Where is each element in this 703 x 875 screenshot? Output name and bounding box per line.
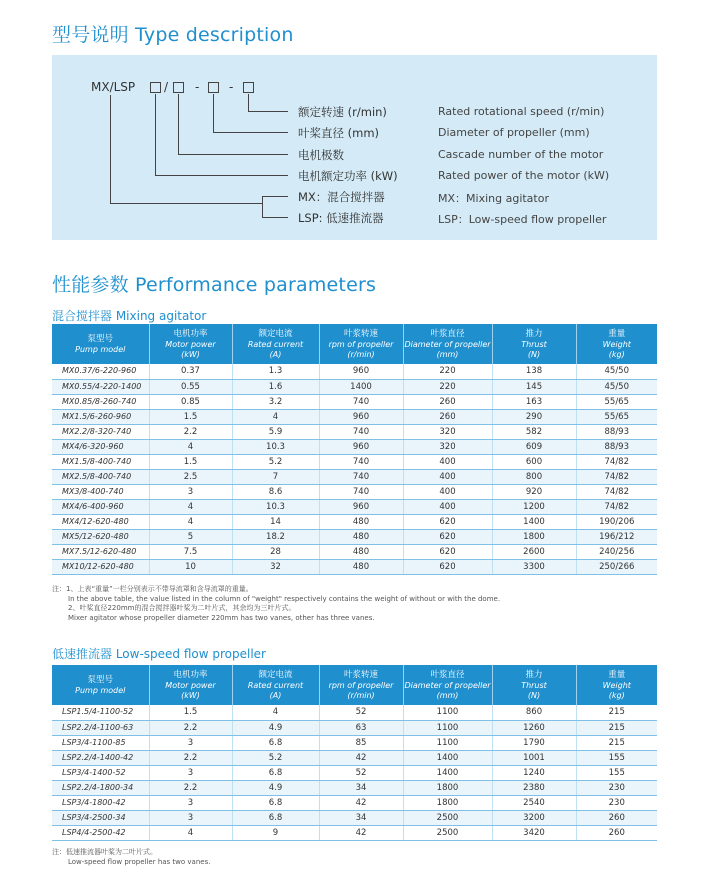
table-row (52, 720, 657, 735)
cell-thrust: 2600 (492, 544, 576, 559)
cell-current: 4 (232, 705, 319, 720)
cell-current: 28 (232, 544, 319, 559)
cell-weight: 260 (576, 825, 657, 840)
header-rated-current: 额定电流 Rated current (A) (232, 324, 319, 364)
cell-current: 8.6 (232, 484, 319, 499)
connector-bracket-v (262, 196, 263, 218)
cell-diameter: 1800 (403, 795, 492, 810)
table-row (52, 454, 657, 469)
header-diameter: 叶浆直径 Diameter of propeller (mm) (403, 324, 492, 364)
cell-model: LSP2.2/4-1800-34 (52, 780, 149, 795)
cell-current: 5.9 (232, 424, 319, 439)
cell-thrust: 600 (492, 454, 576, 469)
header-motor-power: 电机功率 Motor power (kW) (149, 665, 232, 705)
mixing-note-1-en: In the above table, the value listed in the column of "weight" respectively contains the weight of without or with the dome. (68, 594, 501, 603)
type-item-poles-zh: 电机极数 (298, 148, 344, 162)
cell-weight: 88/93 (576, 424, 657, 439)
cell-weight: 250/266 (576, 559, 657, 574)
connector-speed-h (248, 111, 288, 112)
table-row (52, 499, 657, 514)
cell-current: 6.8 (232, 795, 319, 810)
cell-model: LSP1.5/4-1100-52 (52, 705, 149, 720)
cell-current: 6.8 (232, 735, 319, 750)
cell-thrust: 582 (492, 424, 576, 439)
cell-model: MX4/6-320-960 (52, 439, 149, 454)
table-row (52, 364, 657, 379)
cell-rpm: 960 (319, 499, 403, 514)
cell-thrust: 2380 (492, 780, 576, 795)
low-note-en: Low-speed flow propeller has two vanes. (68, 857, 211, 866)
header-weight: 重量 Weight (kg) (576, 665, 657, 705)
cell-weight: 240/256 (576, 544, 657, 559)
model-code-prefix: MX/LSP (91, 80, 136, 94)
type-item-speed-zh: 额定转速 (r/min) (298, 105, 387, 119)
cell-power: 5 (149, 529, 232, 544)
cell-power: 3 (149, 810, 232, 825)
cell-weight: 74/82 (576, 469, 657, 484)
cell-power: 1.5 (149, 705, 232, 720)
cell-rpm: 42 (319, 825, 403, 840)
cell-model: LSP2.2/4-1400-42 (52, 750, 149, 765)
low-speed-propeller-title: 低速推流器 Low-speed flow propeller (52, 647, 266, 661)
mixing-note-2-en: Mixer agitator whose propeller diameter 220mm has two vanes, other has three vanes. (68, 613, 375, 622)
performance-title: 性能参数 Performance parameters (52, 274, 377, 296)
cell-power: 7.5 (149, 544, 232, 559)
cell-weight: 45/50 (576, 364, 657, 379)
cell-rpm: 480 (319, 544, 403, 559)
cell-rpm: 960 (319, 439, 403, 454)
table-row (52, 394, 657, 409)
header-rpm: 叶浆转速 rpm of propeller (r/min) (319, 665, 403, 705)
cell-thrust: 609 (492, 439, 576, 454)
cell-power: 4 (149, 514, 232, 529)
cell-diameter: 620 (403, 559, 492, 574)
cell-model: LSP4/4-2500-42 (52, 825, 149, 840)
table-row (52, 825, 657, 840)
mixing-agitator-title: 混合搅拌器 Mixing agitator (52, 309, 207, 323)
cell-rpm: 740 (319, 424, 403, 439)
cell-rpm: 42 (319, 795, 403, 810)
cell-power: 10 (149, 559, 232, 574)
connector-power-h (155, 175, 288, 176)
cell-rpm: 480 (319, 559, 403, 574)
cell-diameter: 320 (403, 439, 492, 454)
connector-diameter-v (213, 94, 214, 132)
cell-model: MX10/12-620-480 (52, 559, 149, 574)
cell-current: 10.3 (232, 499, 319, 514)
cell-current: 7 (232, 469, 319, 484)
cell-diameter: 620 (403, 529, 492, 544)
cell-power: 0.85 (149, 394, 232, 409)
cell-weight: 215 (576, 705, 657, 720)
cell-rpm: 85 (319, 735, 403, 750)
code-separator-dash-2: - (229, 80, 234, 94)
type-item-diameter-en: Diameter of propeller (mm) (438, 126, 590, 139)
code-separator-dash-1: - (195, 80, 200, 94)
table-row (52, 514, 657, 529)
cell-model: LSP2.2/4-1100-63 (52, 720, 149, 735)
cell-power: 1.5 (149, 409, 232, 424)
cell-weight: 74/82 (576, 484, 657, 499)
low-note-zh: 注：低速推流器叶桨为二叶片式。 (52, 848, 157, 856)
cell-current: 5.2 (232, 454, 319, 469)
cell-thrust: 3200 (492, 810, 576, 825)
cell-current: 1.3 (232, 364, 319, 379)
cell-thrust: 163 (492, 394, 576, 409)
cell-diameter: 260 (403, 409, 492, 424)
header-rated-current: 额定电流 Rated current (A) (232, 665, 319, 705)
table-row (52, 765, 657, 780)
cell-diameter: 1800 (403, 780, 492, 795)
cell-rpm: 740 (319, 469, 403, 484)
table-row (52, 469, 657, 484)
cell-thrust: 860 (492, 705, 576, 720)
cell-model: MX5/12-620-480 (52, 529, 149, 544)
cell-rpm: 740 (319, 454, 403, 469)
cell-diameter: 220 (403, 364, 492, 379)
cell-thrust: 1260 (492, 720, 576, 735)
cell-weight: 196/212 (576, 529, 657, 544)
cell-power: 4 (149, 825, 232, 840)
cell-rpm: 480 (319, 514, 403, 529)
cell-rpm: 34 (319, 780, 403, 795)
type-item-power-en: Rated power of the motor (kW) (438, 169, 610, 182)
cell-weight: 215 (576, 720, 657, 735)
connector-prefix-v (110, 95, 111, 203)
cell-model: MX7.5/12-620-480 (52, 544, 149, 559)
cell-rpm: 480 (319, 529, 403, 544)
cell-current: 1.6 (232, 379, 319, 394)
cell-diameter: 1100 (403, 705, 492, 720)
type-item-speed-en: Rated rotational speed (r/min) (438, 105, 605, 118)
cell-model: MX0.37/6-220-960 (52, 364, 149, 379)
cell-thrust: 1001 (492, 750, 576, 765)
cell-current: 5.2 (232, 750, 319, 765)
cell-current: 3.2 (232, 394, 319, 409)
cell-thrust: 138 (492, 364, 576, 379)
cell-thrust: 3300 (492, 559, 576, 574)
table-row (52, 544, 657, 559)
cell-model: LSP3/4-2500-34 (52, 810, 149, 825)
cell-rpm: 52 (319, 765, 403, 780)
cell-power: 3 (149, 484, 232, 499)
connector-speed-v (248, 94, 249, 111)
cell-diameter: 320 (403, 424, 492, 439)
code-box-diameter (208, 82, 219, 93)
cell-weight: 155 (576, 765, 657, 780)
cell-current: 32 (232, 559, 319, 574)
cell-model: MX0.85/8-260-740 (52, 394, 149, 409)
cell-power: 2.2 (149, 720, 232, 735)
code-box-power (150, 82, 161, 93)
cell-weight: 215 (576, 735, 657, 750)
cell-diameter: 400 (403, 454, 492, 469)
connector-bracket-top (262, 196, 288, 197)
header-rpm: 叶浆转速 rpm of propeller (r/min) (319, 324, 403, 364)
cell-power: 1.5 (149, 454, 232, 469)
table-row (52, 559, 657, 574)
cell-diameter: 2500 (403, 810, 492, 825)
cell-power: 4 (149, 499, 232, 514)
cell-rpm: 1400 (319, 379, 403, 394)
cell-diameter: 400 (403, 469, 492, 484)
type-description-title: 型号说明 Type description (52, 24, 294, 46)
cell-thrust: 290 (492, 409, 576, 424)
cell-diameter: 1400 (403, 765, 492, 780)
table-row (52, 735, 657, 750)
low-speed-notes (52, 848, 210, 867)
cell-thrust: 2540 (492, 795, 576, 810)
table-row (52, 750, 657, 765)
connector-diameter-h (213, 132, 288, 133)
cell-power: 3 (149, 795, 232, 810)
cell-current: 18.2 (232, 529, 319, 544)
cell-current: 10.3 (232, 439, 319, 454)
header-thrust: 推力 Thrust (N) (492, 324, 576, 364)
cell-thrust: 1240 (492, 765, 576, 780)
mixing-note-1-zh: 注：1、上表“重量”一栏分别表示不带导流罩和含导流罩的重量。 (52, 585, 253, 593)
table-row (52, 705, 657, 720)
type-item-mx-en: MX：Mixing agitator (438, 192, 549, 205)
cell-model: MX1.5/8-400-740 (52, 454, 149, 469)
cell-rpm: 960 (319, 364, 403, 379)
type-description-panel (52, 55, 657, 240)
cell-thrust: 1790 (492, 735, 576, 750)
cell-model: MX4/12-620-480 (52, 514, 149, 529)
cell-diameter: 1100 (403, 720, 492, 735)
cell-power: 3 (149, 765, 232, 780)
cell-model: MX3/8-400-740 (52, 484, 149, 499)
cell-diameter: 2500 (403, 825, 492, 840)
cell-model: MX2.2/8-320-740 (52, 424, 149, 439)
cell-diameter: 620 (403, 514, 492, 529)
connector-power-v (155, 94, 156, 175)
table-row (52, 484, 657, 499)
cell-thrust: 1200 (492, 499, 576, 514)
type-item-lsp-zh: LSP: 低速推流器 (298, 211, 384, 225)
cell-power: 2.2 (149, 780, 232, 795)
cell-model: MX4/6-400-960 (52, 499, 149, 514)
cell-thrust: 800 (492, 469, 576, 484)
table-row (52, 409, 657, 424)
cell-power: 0.37 (149, 364, 232, 379)
cell-weight: 55/65 (576, 394, 657, 409)
table-row (52, 424, 657, 439)
cell-power: 3 (149, 735, 232, 750)
cell-rpm: 740 (319, 394, 403, 409)
cell-weight: 55/65 (576, 409, 657, 424)
cell-diameter: 260 (403, 394, 492, 409)
header-thrust: 推力 Thrust (N) (492, 665, 576, 705)
cell-rpm: 34 (319, 810, 403, 825)
cell-rpm: 960 (319, 409, 403, 424)
cell-weight: 190/206 (576, 514, 657, 529)
mixing-note-2-zh: 2、叶桨直径220mm的混合搅拌器叶桨为二叶片式，其余均为三叶片式。 (68, 604, 296, 612)
cell-power: 0.55 (149, 379, 232, 394)
cell-rpm: 63 (319, 720, 403, 735)
table-row (52, 439, 657, 454)
cell-power: 2.5 (149, 469, 232, 484)
cell-model: LSP3/4-1800-42 (52, 795, 149, 810)
mixing-agitator-table (52, 324, 657, 575)
cell-current: 4 (232, 409, 319, 424)
cell-model: MX0.55/4-220-1400 (52, 379, 149, 394)
header-weight: 重量 Weight (kg) (576, 324, 657, 364)
cell-diameter: 620 (403, 544, 492, 559)
connector-bracket-bottom (262, 217, 288, 218)
cell-diameter: 400 (403, 499, 492, 514)
cell-model: MX2.5/8-400-740 (52, 469, 149, 484)
table-row (52, 780, 657, 795)
header-pump-model: 泵型号 Pump model (52, 665, 149, 705)
type-item-diameter-zh: 叶桨直径 (mm) (298, 126, 380, 140)
code-box-poles (173, 82, 184, 93)
code-box-speed (243, 82, 254, 93)
type-item-mx-zh: MX：混合搅拌器 (298, 190, 385, 204)
cell-current: 6.8 (232, 810, 319, 825)
connector-poles-h (178, 154, 288, 155)
cell-power: 2.2 (149, 750, 232, 765)
mixing-notes (52, 585, 500, 623)
cell-diameter: 400 (403, 484, 492, 499)
cell-thrust: 920 (492, 484, 576, 499)
cell-current: 4.9 (232, 780, 319, 795)
low-speed-propeller-table (52, 665, 657, 841)
cell-current: 6.8 (232, 765, 319, 780)
cell-model: LSP3/4-1400-52 (52, 765, 149, 780)
connector-prefix-h (110, 203, 262, 204)
header-diameter: 叶浆直径 Diameter of propeller (mm) (403, 665, 492, 705)
cell-weight: 74/82 (576, 499, 657, 514)
type-item-power-zh: 电机额定功率 (kW) (298, 169, 398, 183)
cell-diameter: 1400 (403, 750, 492, 765)
cell-current: 14 (232, 514, 319, 529)
cell-rpm: 52 (319, 705, 403, 720)
header-pump-model: 泵型号 Pump model (52, 324, 149, 364)
table-row (52, 529, 657, 544)
cell-thrust: 145 (492, 379, 576, 394)
header-motor-power: 电机功率 Motor power (kW) (149, 324, 232, 364)
table-header-row (52, 665, 657, 705)
cell-thrust: 3420 (492, 825, 576, 840)
cell-weight: 230 (576, 780, 657, 795)
cell-rpm: 42 (319, 750, 403, 765)
cell-weight: 74/82 (576, 454, 657, 469)
table-row (52, 810, 657, 825)
code-separator-slash: / (164, 80, 169, 94)
cell-thrust: 1800 (492, 529, 576, 544)
cell-weight: 45/50 (576, 379, 657, 394)
cell-rpm: 740 (319, 484, 403, 499)
cell-current: 4.9 (232, 720, 319, 735)
cell-weight: 260 (576, 810, 657, 825)
type-item-lsp-en: LSP：Low-speed flow propeller (438, 213, 607, 226)
cell-diameter: 1100 (403, 735, 492, 750)
cell-current: 9 (232, 825, 319, 840)
cell-power: 4 (149, 439, 232, 454)
cell-model: MX1.5/6-260-960 (52, 409, 149, 424)
cell-weight: 155 (576, 750, 657, 765)
cell-diameter: 220 (403, 379, 492, 394)
table-row (52, 795, 657, 810)
cell-power: 2.2 (149, 424, 232, 439)
cell-weight: 88/93 (576, 439, 657, 454)
connector-poles-v (178, 94, 179, 154)
cell-thrust: 1400 (492, 514, 576, 529)
cell-weight: 230 (576, 795, 657, 810)
table-row (52, 379, 657, 394)
cell-model: LSP3/4-1100-85 (52, 735, 149, 750)
table-header-row (52, 324, 657, 364)
type-item-poles-en: Cascade number of the motor (438, 148, 604, 161)
